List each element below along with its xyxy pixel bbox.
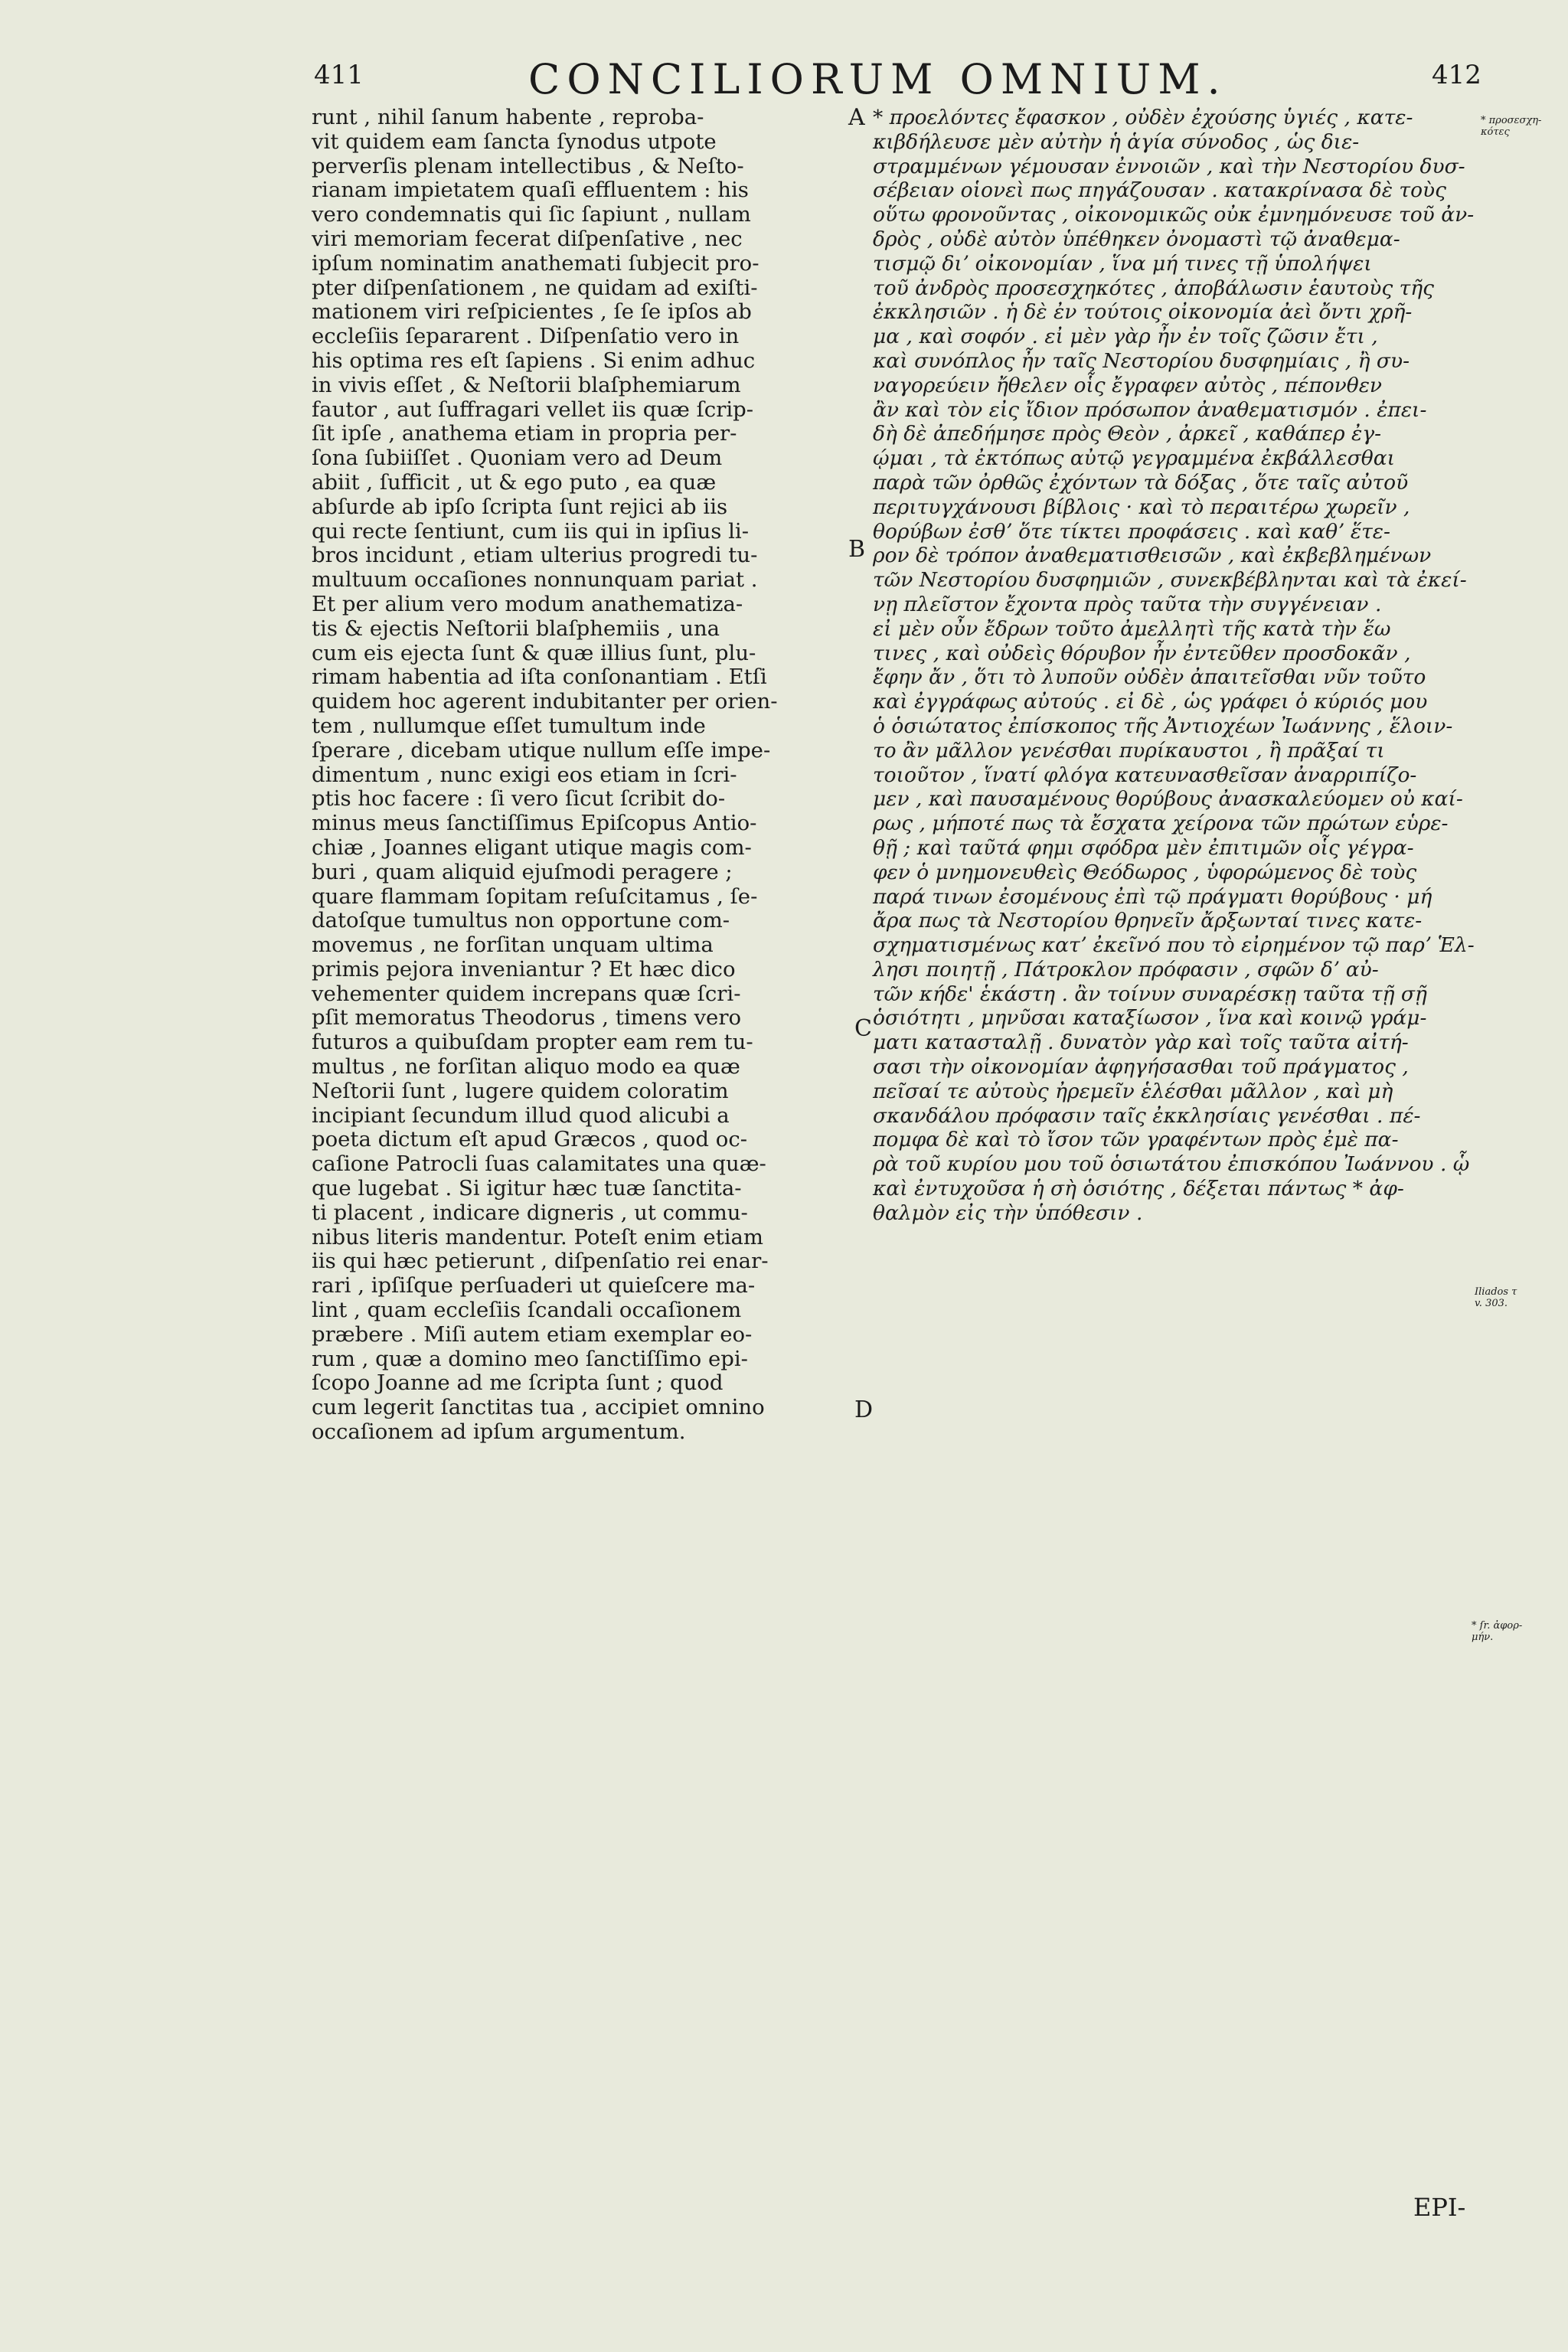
latin-text-line: pſit memoratus Theodorus , timens vero <box>312 1005 742 1031</box>
greek-text-line: τοῦ ἀνδρὸς προσεσχηκότες , ἀποβάλωσιν ἑαυτοὺς τῆς <box>873 276 1435 300</box>
greek-text-line: ἐκκλησιῶν . ἡ δὲ ἐν τούτοις οἰκονομία ἀεὶ ὄντι χρῆ- <box>873 300 1413 325</box>
latin-text-line: multuum occaſiones nonnunquam pariat . <box>312 567 758 593</box>
greek-text-line: σκανδάλου πρόφασιν ταῖς ἐκκλησίαις γενέσθαι . πέ- <box>873 1103 1421 1128</box>
greek-text-line: ρὰ τοῦ κυρίου μου τοῦ ὁσιωτάτου ἐπισκόπου Ἰωάννου . ᾧ <box>873 1152 1470 1177</box>
latin-text-line: poeta dictum eſt apud Græcos , quod oc- <box>312 1127 748 1152</box>
greek-text-line: περιτυγχάνουσι βίβλοις · καὶ τὸ περαιτέρω χωρεῖν , <box>873 495 1410 519</box>
latin-text-line: chiæ , Joannes eligant utique magis com- <box>312 835 752 860</box>
latin-text-line: vehementer quidem increpans quæ ſcri- <box>312 981 741 1006</box>
greek-text-line: ναγορεύειν ἤθελεν οἷς ἔγραφεν αὐτὸς , πέπονθεν <box>873 373 1383 397</box>
section-letter-c: C <box>854 1015 872 1042</box>
latin-text-line: nibus literis mandentur. Poteſt enim etiam <box>312 1224 763 1250</box>
latin-text-line: fautor , aut ſuffragari vellet iis quæ ſcrip- <box>312 397 754 422</box>
latin-text-line: tis & ejectis Neſtorii blaſphemiis , una <box>312 616 720 641</box>
greek-text-line: καὶ συνόπλος ἦν ταῖς Νεστορίου δυσφημίαις , ἢ συ- <box>873 348 1410 373</box>
latin-text-line: occaſionem ad ipſum argumentum. <box>312 1419 686 1445</box>
latin-text-line: abiit , ſufficit , ut & ego puto , ea quæ <box>312 469 717 495</box>
greek-text-line: ρον δὲ τρόπον ἀναθεματισθεισῶν , καὶ ἐκβεβλημένων <box>873 544 1432 568</box>
latin-text-line: mationem viri reſpicientes , ſe ſe ipſos ab <box>312 299 752 325</box>
latin-text-line: in vivis eſſet , & Neſtorii blaſphemiarum <box>312 372 741 397</box>
latin-text-line: quare flammam ſopitam reſuſcitamus , ſe- <box>312 884 758 909</box>
latin-text-line: Neſtorii ſunt , lugere quidem coloratim <box>312 1078 729 1103</box>
greek-text-line: νῃ πλεῖστον ἔχοντα πρὸς ταῦτα τὴν συγγένειαν . <box>873 592 1382 616</box>
latin-text-line: rianam impietatem quaſi effluentem : his <box>312 178 749 203</box>
greek-text-line: τισμῷ διʼ οἰκονομίαν , ἵνα μή τινες τῇ ὑπολήψει <box>873 251 1372 276</box>
greek-text-line: φεν ὁ μνημονευθεὶς Θεόδωρος , ὑφορώμενος δὲ τοὺς <box>873 860 1417 884</box>
greek-text-line: τῶν κήδε' ἑκάστη . ἂν τοίνυν συναρέσκῃ ταῦτα τῇ σῇ <box>873 982 1427 1006</box>
greek-text-line: ἔφην ἄν , ὅτι τὸ λυποῦν οὐδὲν ἀπαιτεῖσθαι νῦν τοῦτο <box>873 665 1426 690</box>
section-letter-a: A <box>848 104 865 131</box>
greek-text-line: ματι κατασταλῇ . δυνατὸν γὰρ καὶ τοῖς ταῦτα αἰτή- <box>873 1031 1409 1055</box>
greek-text-line: παρά τινων ἐσομένους ἐπὶ τῷ πράγματι θορύβους · μή <box>873 884 1432 909</box>
greek-text-line: ῴμαι , τὰ ἐκτόπως αὐτῷ γεγραμμένα ἐκβάλλεσθαι <box>873 446 1395 471</box>
greek-text-line: ρως , μήποτέ πως τὰ ἔσχατα χείρονα τῶν πρώτων εὑρε- <box>873 812 1449 836</box>
latin-text-line: abſurde ab ipſo ſcripta ſunt rejici ab iis <box>312 494 728 519</box>
greek-text-line: δρὸς , οὐδὲ αὐτὸν ὑπέθηκεν ὀνομαστὶ τῷ ἀναθεμα- <box>873 227 1400 251</box>
running-title: CONCILIORUM OMNIUM. <box>528 55 1227 103</box>
greek-text-line: ὁσιότητι , μηνῦσαι καταξίωσον , ἵνα καὶ κοινῷ γράμ- <box>873 1006 1427 1031</box>
latin-text-line: datoſque tumultus non opportune com- <box>312 908 730 933</box>
latin-text-line: pter diſpenſationem , ne quidam ad exiſti- <box>312 275 758 300</box>
latin-text-line: que lugebat . Si igitur hæc tuæ ſanctita- <box>312 1176 742 1201</box>
greek-text-line: δὴ δὲ ἀπεδήμησε πρὸς Θεὸν , ἀρκεῖ , καθάπερ ἐγ- <box>873 422 1382 446</box>
latin-text-line: perverſis plenam intellectibus , & Neſto- <box>312 153 744 178</box>
greek-text-line: τῶν Νεστορίου δυσφημιῶν , συνεκβέβληνται καὶ τὰ ἐκεί- <box>873 568 1467 593</box>
latin-text-line: vit quidem eam ſancta ſynodus utpote <box>312 129 717 154</box>
greek-text-line: θορύβων ἐσθʼ ὅτε τίκτει προφάσεις . καὶ καθʼ ἕτε- <box>873 519 1390 544</box>
catchword: EPI- <box>1413 2193 1466 2222</box>
greek-text-line: * προελόντες ἔφασκον , οὐδὲν ἐχούσης ὑγιές , κατε- <box>873 106 1413 129</box>
latin-text-line: caſione Patrocli ſuas calamitates una quæ- <box>312 1152 766 1177</box>
greek-text-line: μα , καὶ σοφόν . εἰ μὲν γὰρ ἦν ἐν τοῖς ζῶσιν ἔτι , <box>873 325 1378 349</box>
greek-text-line: καὶ ἐγγράφως αὐτούς . εἰ δὲ , ὡς γράφει ὁ κύριός μου <box>873 690 1428 714</box>
latin-text-line: præbere . Miſi autem etiam exemplar eo- <box>312 1321 753 1347</box>
latin-text-line: tem , nullumque eſſet tumultum inde <box>312 713 706 738</box>
latin-text-line: ipſum nominatim anathemati ſubjecit pro- <box>312 250 760 276</box>
greek-text-line: στραμμένων γέμουσαν ἐννοιῶν , καὶ τὴν Νεστορίου δυσ- <box>873 154 1465 178</box>
latin-text-line: eccleſiis ſepararent . Diſpenſatio vero in <box>312 324 740 349</box>
latin-text-line: ptis hoc facere : ſi vero ſicut ſcribit do- <box>312 786 726 812</box>
latin-text-line: iis qui hæc petierunt , diſpenſatio rei enar- <box>312 1249 769 1274</box>
latin-text-line: rari , ipſiſque perſuaderi ut quieſcere ma- <box>312 1273 756 1298</box>
greek-text-line: τινες , καὶ οὐδεὶς θόρυβον ἦν ἐντεῦθεν προσδοκᾶν , <box>873 641 1411 665</box>
section-letter-b: B <box>848 536 866 563</box>
margin-note-2: Iliados τ v. 303. <box>1475 1286 1517 1309</box>
latin-text-line: bros incidunt , etiam ulterius progredi tu- <box>312 543 758 568</box>
latin-text-line: multus , ne forſitan aliquo modo ea quæ <box>312 1054 740 1080</box>
greek-text-line: πεῖσαί τε αὐτοὺς ἠρεμεῖν ἑλέσθαι μᾶλλον , καὶ μὴ <box>873 1079 1393 1103</box>
latin-text-line: dimentum , nunc exigi eos etiam in ſcri- <box>312 762 737 787</box>
greek-text-line: το ἂν μᾶλλον γενέσθαι πυρίκαυστοι , ἢ πρᾶξαί τι <box>873 738 1385 763</box>
greek-text-line: σέβειαν οἱονεὶ πως πηγάζουσαν . κατακρίνασα δὲ τοὺς <box>873 178 1446 203</box>
latin-text-line: cum eis ejecta ſunt & quæ illius ſunt, plu- <box>312 640 756 665</box>
latin-text-line: futuros a quibuſdam propter eam rem tu- <box>312 1030 753 1055</box>
greek-text-line: ἂν καὶ τὸν εἰς ἴδιον πρόσωπον ἀναθεματισμόν . ἐπει- <box>873 397 1427 422</box>
latin-text-line: cum legerit ſanctitas tua , accipiet omnino <box>312 1395 765 1420</box>
latin-text-line: quidem hoc agerent indubitanter per orien- <box>312 689 778 714</box>
greek-text-line: σασι τὴν οἰκονομίαν ἀφηγήσασθαι τοῦ πράγματος , <box>873 1055 1409 1080</box>
greek-text-line: μεν , καὶ παυσαμένους θορύβους ἀνασκαλεύομεν οὐ καί- <box>873 787 1463 812</box>
latin-text-line: ſit ipſe , anathema etiam in propria per- <box>312 421 737 446</box>
latin-text-line: movemus , ne forſitan unquam ultima <box>312 933 714 958</box>
greek-text-line: θαλμὸν εἰς τὴν ὑπόθεσιν . <box>873 1200 1143 1225</box>
greek-text-line: σχηματισμένως κατʼ ἐκεῖνό που τὸ εἰρημένον τῷ παρʼ Ἑλ- <box>873 933 1475 958</box>
latin-text-line: ſona ſubiiſſet . Quoniam vero ad Deum <box>312 446 723 471</box>
latin-text-line: ſperare , dicebam utique nullum eſſe impe- <box>312 737 771 763</box>
greek-text-line: θῇ ; καὶ ταῦτά φημι σφόδρα μὲν ἐπιτιμῶν οἷς γέγρα- <box>873 835 1414 860</box>
page-number-right: 412 <box>1432 60 1481 90</box>
latin-text-line: Et per alium vero modum anathematiza- <box>312 591 743 616</box>
latin-text-line: viri memoriam fecerat diſpenſative , nec <box>312 226 743 251</box>
greek-text-line: κιβδήλευσε μὲν αὐτὴν ἡ ἁγία σύνοδος , ὡς διε- <box>873 129 1360 154</box>
greek-text-line: τοιοῦτον , ἵνατί φλόγα κατευνασθεῖσαν ἀναρριπίζο- <box>873 763 1417 787</box>
latin-text-line: incipiant ſecundum illud quod alicubi a <box>312 1102 730 1128</box>
latin-text-line: his optima res eſt ſapiens . Si enim adhuc <box>312 348 756 373</box>
greek-text-line: εἰ μὲν οὖν ἔδρων τοῦτο ἀμελλητὶ τῆς κατὰ τὴν ἕω <box>873 616 1391 641</box>
latin-text-line: ti placent , indicare digneris , ut commu- <box>312 1200 748 1225</box>
latin-text-line: primis pejora inveniantur ? Et hæc dico <box>312 956 736 982</box>
margin-note-3: * ſr. ἀφορ- μήν. <box>1472 1620 1523 1643</box>
greek-text-line: πομφα δὲ καὶ τὸ ἴσον τῶν γραφέντων πρὸς ἐμὲ πα- <box>873 1128 1399 1152</box>
latin-text-line: qui recte ſentiunt, cum iis qui in ipſius li- <box>312 518 750 544</box>
greek-text-line: καὶ ἐντυχοῦσα ἡ σὴ ὁσιότης , δέξεται πάντως * ἀφ- <box>873 1177 1404 1201</box>
greek-text-line: παρὰ τῶν ὀρθῶς ἐχόντων τὰ δόξας , ὅτε ταῖς αὐτοῦ <box>873 470 1409 495</box>
latin-text-line: runt , nihil ſanum habente , reproba- <box>312 105 704 129</box>
latin-text-line: lint , quam eccleſiis ſcandali occaſionem <box>312 1298 742 1323</box>
greek-text-line: λησι ποιητῇ , Πάτροκλον πρόφασιν , σφῶν δʼ αὐ- <box>873 957 1379 982</box>
latin-text-line: rum , quæ a domino meo ſanctiſſimo epi- <box>312 1346 748 1371</box>
latin-text-line: vero condemnatis qui ſic ſapiunt , nullam <box>312 202 751 227</box>
greek-text-line: ἄρα πως τὰ Νεστορίου θρηνεῖν ἄρξωνταί τινες κατε- <box>873 909 1423 933</box>
margin-note-1: * προσεσχη- κότες <box>1481 115 1542 138</box>
greek-text-line: ὁ ὁσιώτατος ἐπίσκοπος τῆς Ἀντιοχέων Ἰωάννης , ἕλοιν- <box>873 714 1453 738</box>
latin-text-line: ſcopo Joanne ad me ſcripta ſunt ; quod <box>312 1370 724 1396</box>
section-letter-d: D <box>854 1396 874 1423</box>
latin-column <box>312 106 848 1445</box>
greek-column <box>873 106 1475 1226</box>
page-number-left: 411 <box>314 60 364 90</box>
latin-text-line: minus meus ſanctiſſimus Epiſcopus Antio- <box>312 811 757 836</box>
greek-text-line: οὕτω φρονοῦντας , οἰκονομικῶς οὐκ ἐμνημόνευσε τοῦ ἀν- <box>873 203 1475 227</box>
latin-text-line: rimam habentia ad iſta conſonantiam . Etſi <box>312 665 767 690</box>
latin-text-line: buri , quam aliquid ejuſmodi peragere ; <box>312 859 733 884</box>
